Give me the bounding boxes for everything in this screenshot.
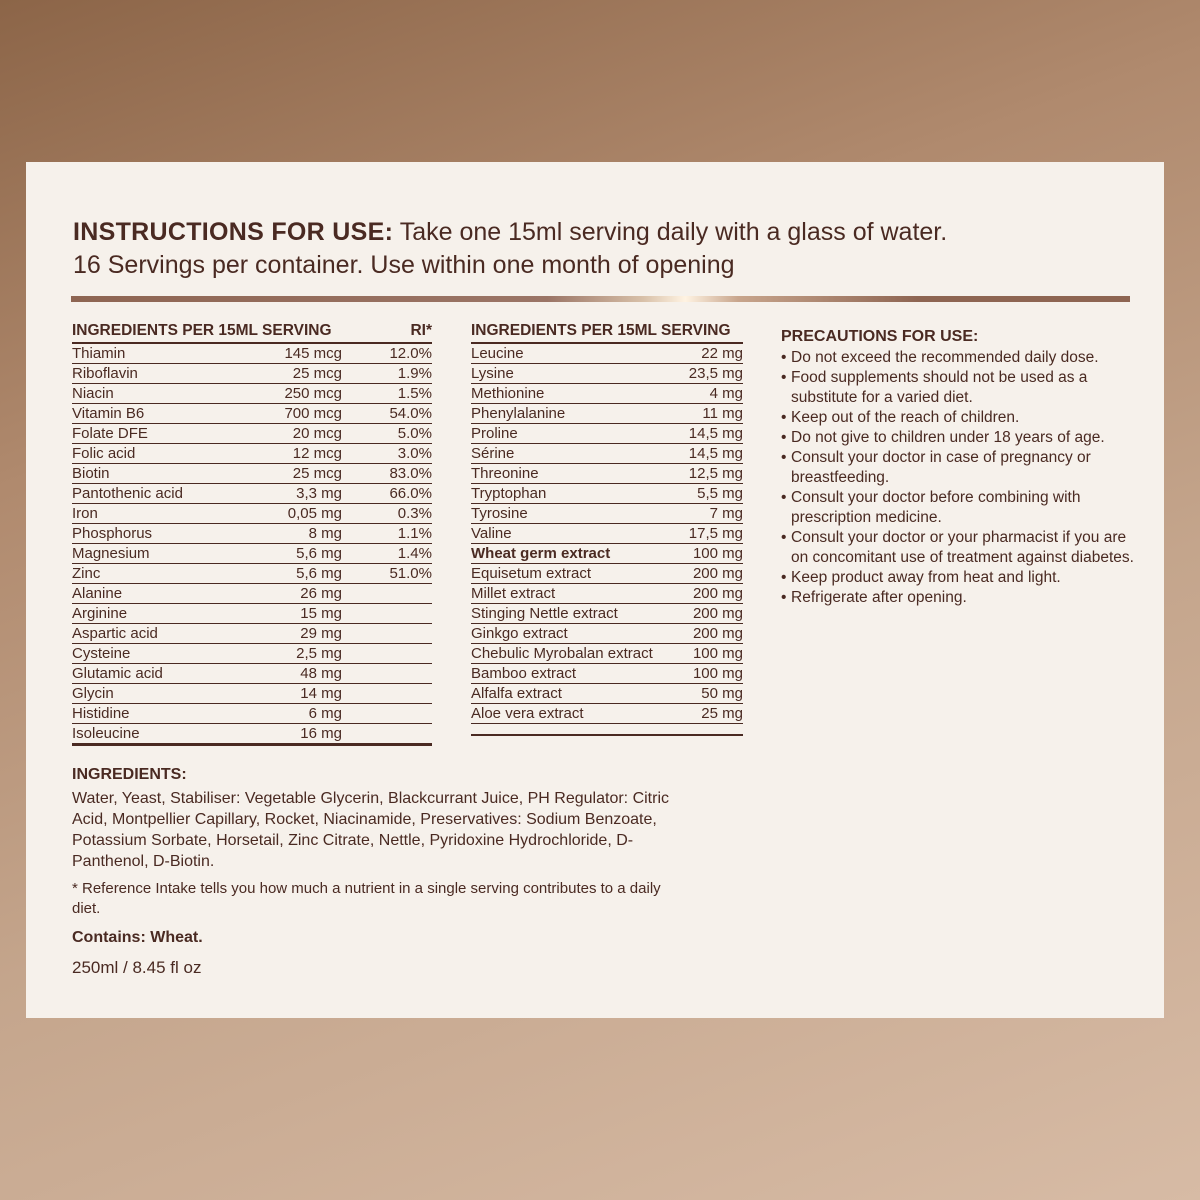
precaution-text: Consult your doctor or your pharmacist if you are on concomitant use of treatment against diabetes. [791, 529, 1134, 566]
ingredient-amount: 50 mg [701, 685, 743, 702]
ingredient-name: Threonine [471, 465, 539, 482]
ingredient-amount: 14,5 mg [688, 445, 743, 462]
ingredient-amount: 12 mcg [292, 445, 342, 462]
ingredient-ri [342, 584, 432, 603]
ingredient-name: Leucine [471, 345, 524, 362]
ingredient-ri [342, 704, 432, 723]
table-row [72, 524, 432, 544]
ingredient-name: Glutamic acid [72, 665, 163, 682]
ingredient-amount: 100 mg [692, 665, 743, 682]
bullet-icon: • [781, 429, 787, 446]
ingredient-amount: 5,6 mg [296, 545, 342, 562]
ingredient-amount: 6 mg [308, 705, 342, 722]
ingredient-amount: 200 mg [692, 565, 743, 582]
ingredients-text: Water, Yeast, Stabiliser: Vegetable Glycerin, Blackcurrant Juice, PH Regulator: Citric Acid, Montpellier Capillary, Rocket, Niacinamide, Preservatives: Sodium Benzoate, Potassium Sorbate, Horsetail, Zinc Citrate, Nettle, Pyridoxine Hydrochloride, D-Panthenol, D-Biotin. [72, 790, 670, 870]
ingredient-ri [342, 724, 432, 743]
table-row [471, 624, 743, 644]
ingredient-ri: 12.0% [389, 345, 432, 362]
ingredient-name: Alfalfa extract [471, 685, 562, 702]
table-row [471, 384, 743, 404]
precaution-text: Food supplements should not be used as a substitute for a varied diet. [791, 369, 1088, 406]
precaution-text: Consult your doctor before combining with prescription medicine. [791, 489, 1081, 526]
ingredient-name: Lysine [471, 365, 514, 382]
ingredient-ri: 3.0% [397, 445, 432, 462]
ingredient-name: Aloe vera extract [471, 705, 584, 722]
ingredient-name: Histidine [72, 705, 130, 722]
ingredients-title: INGREDIENTS: [72, 766, 187, 783]
precaution-item [781, 408, 1141, 428]
table-row [72, 644, 432, 664]
precaution-text: Keep product away from heat and light. [791, 569, 1061, 586]
ingredient-amount: 0,05 mg [287, 505, 342, 522]
table-row [471, 444, 743, 464]
ingredient-amount: 26 mg [300, 585, 342, 602]
ingredient-amount: 200 mg [692, 625, 743, 642]
ingredient-amount: 17,5 mg [688, 525, 743, 542]
ingredient-name: Proline [471, 425, 518, 442]
header-ri: RI* [410, 322, 432, 339]
precaution-item [781, 568, 1141, 588]
ingredient-name: Phenylalanine [471, 405, 566, 422]
precaution-item [781, 588, 1141, 608]
ingredient-amount: 25 mg [701, 705, 743, 722]
table-row [471, 364, 743, 384]
table-row [471, 564, 743, 584]
ingredient-ri: 66.0% [389, 485, 432, 502]
ingredient-ri [342, 664, 432, 683]
ingredient-name: Bamboo extract [471, 665, 577, 682]
ingredient-amount: 14 mg [300, 685, 342, 702]
ingredient-ri: 1.4% [397, 545, 432, 562]
ingredient-name: Glycin [72, 685, 114, 702]
table-row [471, 544, 743, 564]
header-ingredients: INGREDIENTS PER 15ML SERVING [72, 322, 332, 339]
table-row [471, 504, 743, 524]
bullet-icon: • [781, 529, 787, 546]
table-row [72, 484, 432, 504]
bullet-icon: • [781, 569, 787, 586]
ingredient-ri: 83.0% [389, 465, 432, 482]
table-row [72, 344, 432, 364]
ingredient-amount: 12,5 mg [688, 465, 743, 482]
table-row [72, 404, 432, 424]
ingredient-name: Folate DFE [72, 425, 148, 442]
ingredient-name: Magnesium [72, 545, 150, 562]
ingredient-amount: 250 mcg [284, 385, 342, 402]
ingredient-ri [342, 604, 432, 623]
ingredient-ri: 1.9% [397, 365, 432, 382]
table-row [471, 404, 743, 424]
ingredient-amount: 100 mg [692, 645, 743, 662]
table-row [471, 424, 743, 444]
ingredient-amount: 4 mg [709, 385, 743, 402]
ingredient-name: Aspartic acid [72, 625, 158, 642]
precaution-text: Refrigerate after opening. [791, 589, 967, 606]
ingredient-amount: 700 mcg [284, 405, 342, 422]
ingredient-amount: 23,5 mg [688, 365, 743, 382]
ingredient-name: Pantothenic acid [72, 485, 183, 502]
ingredient-ri: 1.1% [397, 525, 432, 542]
ingredient-name: Thiamin [72, 345, 126, 362]
ingredient-ri [342, 684, 432, 703]
precaution-text: Keep out of the reach of children. [791, 409, 1020, 426]
reference-intake-note: * Reference Intake tells you how much a nutrient in a single serving contributes to a daily diet. [72, 880, 661, 917]
table-body [72, 344, 432, 744]
ingredient-ri: 1.5% [397, 385, 432, 402]
ingredient-ri: 54.0% [389, 405, 432, 422]
ingredient-name: Equisetum extract [471, 565, 592, 582]
ingredient-amount: 145 mcg [284, 345, 342, 362]
bullet-icon: • [781, 409, 787, 426]
ingredient-amount: 3,3 mg [296, 485, 342, 502]
table-row [471, 344, 743, 364]
ingredient-amount: 15 mg [300, 605, 342, 622]
ingredient-name: Zinc [72, 565, 101, 582]
table-row [72, 664, 432, 684]
bullet-icon: • [781, 589, 787, 606]
ingredient-name: Cysteine [72, 645, 131, 662]
instructions-line2: 16 Servings per container. Use within one month of opening [73, 251, 735, 279]
precautions-block [781, 327, 1141, 608]
table-row [471, 684, 743, 704]
ingredient-name: Valine [471, 525, 512, 542]
ingredient-ri: 5.0% [397, 425, 432, 442]
instructions-line1: Take one 15ml serving daily with a glass of water. [393, 218, 948, 246]
precaution-text: Do not exceed the recommended daily dose. [791, 349, 1099, 366]
precaution-item [781, 488, 1141, 528]
table-bottom-rule [72, 744, 432, 746]
ingredient-name: Alanine [72, 585, 123, 602]
table-row [72, 424, 432, 444]
table-row [471, 464, 743, 484]
table-row [72, 684, 432, 704]
ingredient-amount: 2,5 mg [296, 645, 342, 662]
ingredient-amount: 20 mcg [292, 425, 342, 442]
ingredient-name: Iron [72, 505, 98, 522]
instructions-block [73, 216, 1073, 282]
ingredient-amount: 7 mg [709, 505, 743, 522]
ingredient-ri: 0.3% [397, 505, 432, 522]
table-row [471, 524, 743, 544]
table-row [72, 604, 432, 624]
ingredient-name: Sérine [471, 445, 515, 462]
label-panel [26, 162, 1164, 1018]
ingredient-name: Millet extract [471, 585, 556, 602]
ingredient-name: Arginine [72, 605, 128, 622]
ingredient-amount: 11 mg [702, 405, 743, 422]
ingredient-amount: 14,5 mg [688, 425, 743, 442]
ingredients-block [72, 764, 692, 978]
table-row [72, 584, 432, 604]
table-row [72, 564, 432, 584]
bullet-icon: • [781, 489, 787, 506]
ingredient-name: Stinging Nettle extract [471, 605, 618, 622]
ingredient-amount: 25 mcg [292, 365, 342, 382]
ingredient-name: Folic acid [72, 445, 136, 462]
ingredient-name: Methionine [471, 385, 545, 402]
precaution-item [781, 348, 1141, 368]
table-row [72, 364, 432, 384]
ingredient-name: Phosphorus [72, 525, 153, 542]
precaution-item [781, 528, 1141, 568]
ingredients-table-left [72, 320, 432, 746]
table-header [471, 320, 743, 344]
precaution-text: Consult your doctor in case of pregnancy or breastfeeding. [791, 449, 1091, 486]
ingredient-amount: 200 mg [692, 605, 743, 622]
ingredient-name: Wheat germ extract [471, 545, 611, 562]
precaution-item [781, 448, 1141, 488]
table-row [72, 624, 432, 644]
table-row [471, 584, 743, 604]
ingredient-amount: 5,5 mg [697, 485, 743, 502]
table-row [72, 504, 432, 524]
ingredient-amount: 5,6 mg [296, 565, 342, 582]
bullet-icon: • [781, 349, 787, 366]
table-bottom-rule [471, 724, 743, 736]
volume-text: 250ml / 8.45 fl oz [72, 958, 202, 977]
table-row [72, 464, 432, 484]
ingredient-name: Niacin [72, 385, 114, 402]
ingredient-amount: 200 mg [692, 585, 743, 602]
ingredient-amount: 48 mg [300, 665, 342, 682]
ingredient-name: Tryptophan [471, 485, 547, 502]
ingredient-name: Vitamin B6 [72, 405, 145, 422]
ingredient-ri [342, 624, 432, 643]
ingredient-name: Riboflavin [72, 365, 138, 382]
table-row [471, 664, 743, 684]
table-row [471, 644, 743, 664]
ingredient-name: Chebulic Myrobalan extract [471, 645, 653, 662]
ingredient-amount: 25 mcg [292, 465, 342, 482]
precaution-item [781, 428, 1141, 448]
ingredient-ri: 51.0% [389, 565, 432, 582]
table-row [72, 384, 432, 404]
ingredient-amount: 22 mg [701, 345, 743, 362]
table-row [471, 704, 743, 724]
table-row [471, 604, 743, 624]
ingredient-name: Ginkgo extract [471, 625, 568, 642]
table-row [471, 484, 743, 504]
ingredient-amount: 16 mg [300, 725, 342, 742]
table-row [72, 444, 432, 464]
ingredient-name: Biotin [72, 465, 110, 482]
bullet-icon: • [781, 449, 787, 466]
allergen-statement: Contains: Wheat. [72, 929, 203, 946]
table-row [72, 704, 432, 724]
precautions-title: PRECAUTIONS FOR USE: [781, 328, 979, 345]
ingredient-amount: 8 mg [308, 525, 342, 542]
ingredient-name: Isoleucine [72, 725, 140, 742]
table-row [72, 724, 432, 744]
header-ingredients: INGREDIENTS PER 15ML SERVING [471, 322, 731, 339]
ingredient-ri [342, 644, 432, 663]
precaution-item [781, 368, 1141, 408]
table-body [471, 344, 743, 724]
decorative-divider [71, 296, 1130, 302]
ingredient-amount: 29 mg [300, 625, 342, 642]
ingredients-table-right [471, 320, 743, 736]
ingredient-name: Tyrosine [471, 505, 528, 522]
bullet-icon: • [781, 369, 787, 386]
table-header [72, 320, 432, 344]
instructions-label: INSTRUCTIONS FOR USE: [73, 218, 394, 246]
ingredient-amount: 100 mg [692, 545, 743, 562]
precaution-text: Do not give to children under 18 years of age. [791, 429, 1105, 446]
table-row [72, 544, 432, 564]
precautions-list [781, 348, 1141, 608]
